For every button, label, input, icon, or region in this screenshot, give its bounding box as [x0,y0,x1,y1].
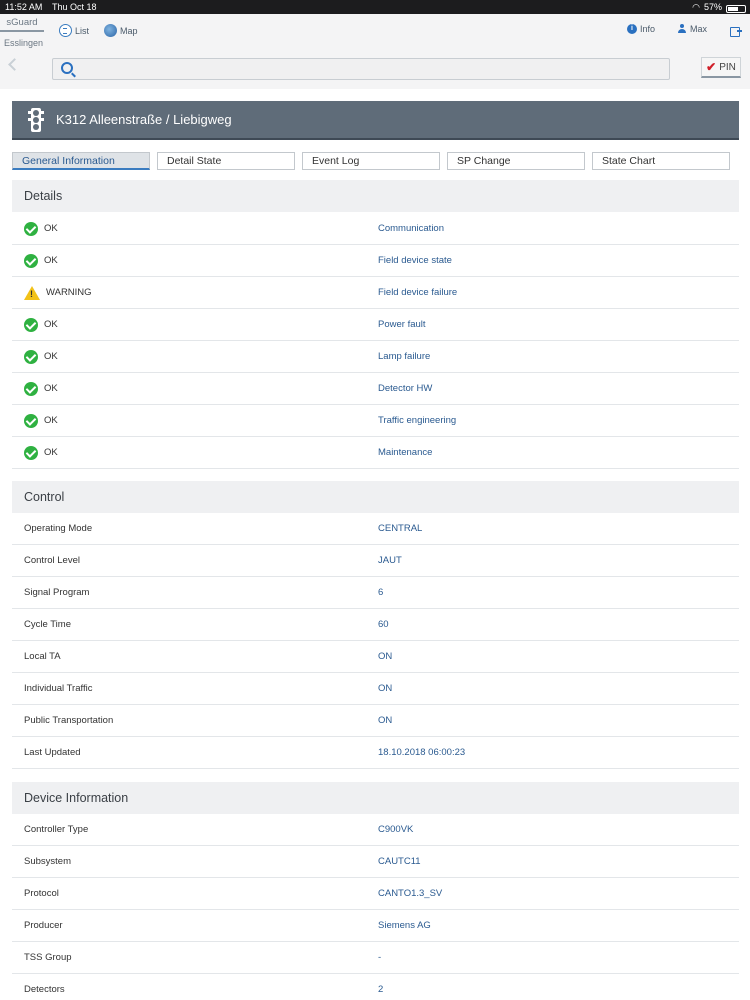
detail-label[interactable]: Maintenance [378,447,433,458]
detail-label[interactable]: Lamp failure [378,351,431,362]
details-row [12,341,739,373]
detail-label[interactable]: Traffic engineering [378,415,457,426]
status-text: OK [44,255,58,266]
device-row [12,942,739,974]
nav-map-label: Map [120,25,138,36]
detail-label[interactable]: Power fault [378,319,426,330]
control-row [12,641,739,673]
brand-tab[interactable]: sGuard [0,14,44,32]
status-text: OK [44,415,58,426]
field-value: ON [378,683,393,694]
control-row [12,705,739,737]
field-value: CENTRAL [378,523,423,534]
device-row [12,878,739,910]
ok-check-icon [24,254,38,268]
list-icon [59,24,72,37]
tab-sp-change[interactable]: SP Change [447,152,585,170]
field-label: Individual Traffic [24,683,93,694]
details-row [12,373,739,405]
nav-list-link[interactable] [59,24,89,37]
control-row [12,609,739,641]
field-label: TSS Group [24,952,72,963]
control-row [12,737,739,769]
status-bar [0,0,750,14]
user-link[interactable] [677,24,707,34]
field-label: Operating Mode [24,523,93,534]
details-section-header: Details [12,180,739,212]
detail-label[interactable]: Field device failure [378,287,458,298]
field-label: Producer [24,920,63,931]
field-label: Last Updated [24,747,81,758]
field-label: Cycle Time [24,619,71,630]
page-title: K312 Alleenstraße / Liebigweg [56,112,232,127]
status-text: OK [44,351,58,362]
info-link[interactable] [627,24,655,34]
device-row [12,814,739,846]
search-icon [61,62,73,74]
field-value: 18.10.2018 06:00:23 [378,747,466,758]
status-text: OK [44,447,58,458]
field-value: 60 [378,619,389,630]
details-row [12,277,739,309]
field-label: Public Transportation [24,715,114,726]
field-value: 2 [378,984,384,995]
detail-label[interactable]: Detector HW [378,383,433,394]
status-text: OK [44,223,58,234]
detail-label[interactable]: Communication [378,223,444,234]
details-row [12,437,739,469]
tab-general-information[interactable]: General Information [12,152,150,170]
user-name: Max [690,24,708,34]
status-text: OK [44,383,58,394]
field-value: ON [378,651,393,662]
field-value: 6 [378,587,384,598]
ok-check-icon [24,414,38,428]
search-input[interactable] [81,61,661,77]
info-label: Info [640,24,656,34]
detail-label[interactable]: Field device state [378,255,452,266]
field-label: Local TA [24,651,61,662]
field-value: CAUTC11 [378,856,421,867]
device-row [12,910,739,942]
field-value: - [378,952,382,963]
status-text: OK [44,319,58,330]
field-value: Siemens AG [378,920,431,931]
ok-check-icon [24,222,38,236]
ok-check-icon [24,446,38,460]
device-row [12,846,739,878]
control-row [12,673,739,705]
control-row [12,577,739,609]
title-bar [12,101,739,140]
field-label: Detectors [24,984,65,995]
search-box[interactable] [52,58,670,80]
app-header [0,14,750,89]
field-value: CANTO1.3_SV [378,888,443,899]
battery-percent: 57% [703,2,722,12]
info-icon: i [627,24,637,34]
field-value: JAUT [378,555,402,566]
pin-label: PIN [719,61,736,73]
back-chevron-icon[interactable] [8,58,21,71]
status-date: Thu Oct 18 [52,2,97,12]
control-section-header: Control [12,481,739,513]
device-row [12,974,739,1000]
tab-detail-state[interactable]: Detail State [157,152,295,170]
battery-icon [726,5,746,13]
status-right [692,0,746,14]
control-row [12,545,739,577]
tab-event-log[interactable]: Event Log [302,152,440,170]
field-label: Subsystem [24,856,71,867]
logout-icon[interactable] [730,27,740,37]
tab-state-chart[interactable]: State Chart [592,152,730,170]
wifi-icon: ◠ [692,2,700,12]
field-value: C900VK [378,824,414,835]
field-label: Protocol [24,888,59,899]
tab-bar [12,152,739,170]
checkmark-icon: ✔ [706,60,717,74]
field-value: ON [378,715,393,726]
details-row [12,405,739,437]
details-row [12,245,739,277]
field-label: Control Level [24,555,80,566]
ok-check-icon [24,318,38,332]
device-section-header: Device Information [12,782,739,814]
nav-list-label: List [75,25,90,36]
nav-map-link[interactable] [104,24,138,37]
status-text: WARNING [46,287,92,298]
warning-icon [24,286,40,300]
globe-icon [104,24,117,37]
ok-check-icon [24,382,38,396]
control-row [12,513,739,545]
pin-button[interactable] [701,57,741,78]
traffic-light-icon [28,108,44,132]
field-label: Signal Program [24,587,90,598]
ok-check-icon [24,350,38,364]
status-time: 11:52 AM [5,2,43,12]
details-row [12,309,739,341]
brand-location: Esslingen [4,38,44,48]
details-row [12,213,739,245]
field-label: Controller Type [24,824,89,835]
user-icon [677,24,687,34]
